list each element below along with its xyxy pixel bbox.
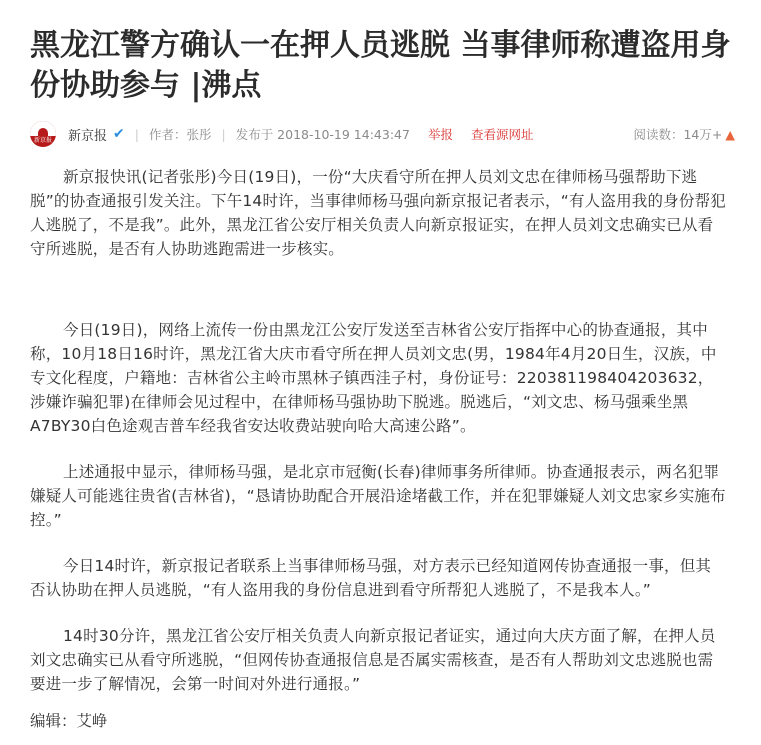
article-paragraph: 上述通报中显示，律师杨马强，是北京市冠衡(长春)律师事务所律师。协查通报表示，两名犯罪嫌疑人可能逃往贵省(吉林省)，“恳请协助配合开展沿途堵截工作，并在犯罪嫌疑人刘文忠家乡实施布控。”: [30, 463, 726, 529]
source-name[interactable]: 新京报: [68, 128, 108, 144]
article-paragraph: 今日14时许，新京报记者联系上当事律师杨马强，对方表示已经知道网传协查通报一事，但其否认协助在押人员逃脱，“有人盗用我的身份信息进到看守所帮犯人逃脱了，不是我本人。”: [30, 557, 712, 599]
view-source-link[interactable]: 查看源网址: [470, 127, 534, 142]
article-paragraph: 14时30分许，黑龙江省公安厅相关负责人向新京报记者证实，通过向大庆方面了解，在押人员刘文忠确实已从看守所逃脱，“但网传协查通报信息是否属实需核查，是否有人帮助刘文忠逃脱也需要进一步了解情况，会第一时间对外进行通报。”: [30, 627, 716, 693]
fire-icon: ▲: [725, 126, 735, 142]
meta-divider: |: [134, 126, 139, 142]
read-count: 阅读数：14万+: [633, 127, 723, 142]
author-label: 作者：张彤: [148, 127, 212, 142]
article-paragraph: 今日(19日)，网络上流传一份由黑龙江公安厅发送至吉林省公安厅指挥中心的协查通报，其中称，10月18日16时许，黑龙江省大庆市看守所在押人员刘文忠(男，1984年4月20日生，汉族，中专文化程度，户籍地：吉林省公主岭市黑林子镇西洼子村，身份证号：220381198404203632，涉嫌诈骗犯罪)在律师会见过程中，在律师杨马强协助下脱逃。脱逃后，“刘文忠、杨马强乘坐黑A7BY30白色途观吉普车经我省安达收费站驶向哈大高速公路”。: [30, 321, 717, 435]
article-title: 黑龙江警方确认一在押人员逃脱 当事律师称遭盗用身份协助参与 |沸点: [30, 28, 731, 103]
report-link[interactable]: 举报: [427, 127, 453, 142]
article-meta-bar: [30, 116, 735, 152]
meta-divider: |: [221, 126, 226, 142]
editor-credit: 编辑：艾峥: [30, 712, 108, 730]
verified-check-icon: ✔: [113, 126, 125, 142]
publish-time: 发布于 2018-10-19 14:43:47: [235, 127, 410, 142]
source-logo[interactable]: [30, 121, 56, 147]
article-paragraph: 新京报快讯(记者张彤)今日(19日)，一份“大庆看守所在押人员刘文忠在律师杨马强帮助下逃脱”的协查通报引发关注。下午14时许，当事律师杨马强向新京报记者表示，“有人盗用我的身份帮犯人逃脱了，不是我”。此外，黑龙江省公安厅相关负责人向新京报证实，在押人员刘文忠确实已从看守所逃脱，是否有人协助逃跑需进一步核实。: [30, 168, 726, 258]
source-logo-text: 新京报: [33, 137, 52, 144]
